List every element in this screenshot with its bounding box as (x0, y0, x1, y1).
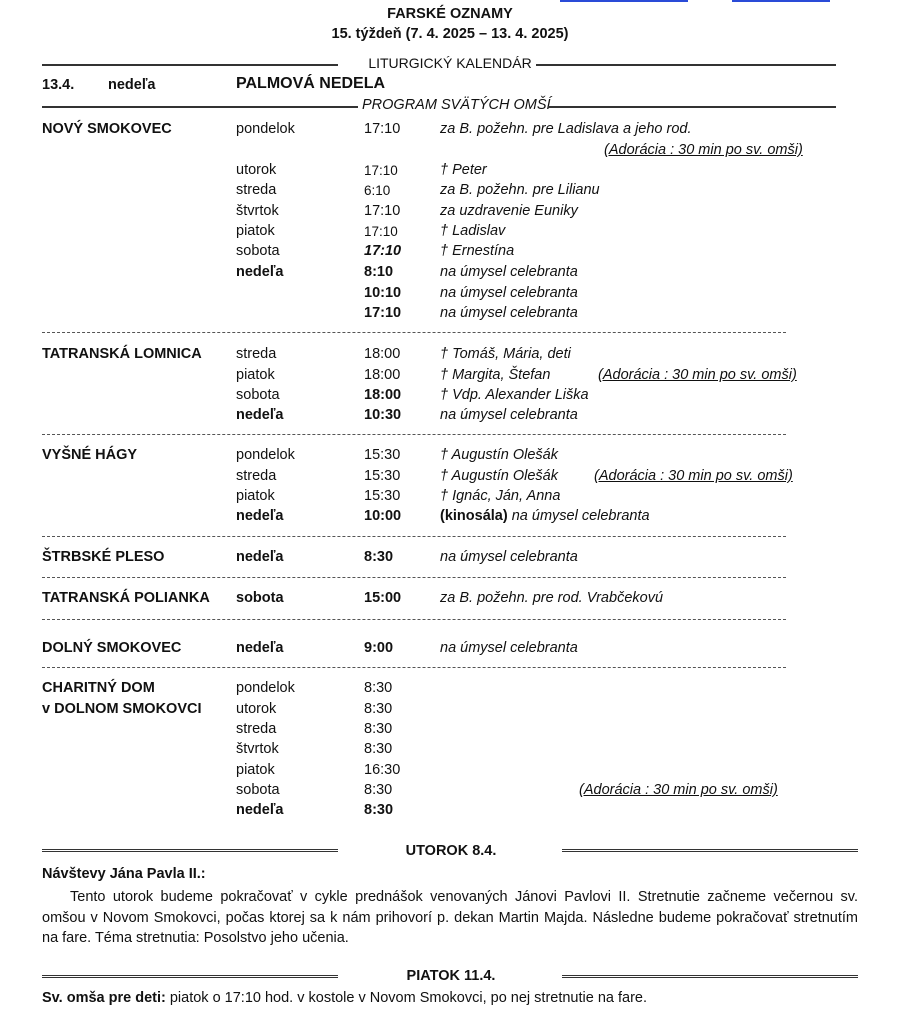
schedule-time: 10:30 (364, 407, 402, 423)
schedule-time: 9:00 (364, 640, 394, 656)
schedule-time: 8:30 (364, 721, 393, 737)
schedule-intent: za uzdravenie Euniky (440, 203, 578, 219)
schedule-day: pondelok (236, 121, 295, 137)
schedule-day: streda (236, 182, 277, 198)
rule-utorok-right (562, 849, 858, 852)
schedule-intent: † Ladislav (440, 223, 506, 239)
schedule-time: 17:10 (364, 243, 402, 259)
schedule-time: 17:10 (364, 305, 402, 321)
schedule-time: 15:30 (364, 447, 401, 463)
schedule-time: 8:30 (364, 701, 393, 717)
schedule-day: streda (236, 346, 277, 362)
schedule-day: piatok (236, 762, 275, 778)
rule-piatok-right (562, 975, 858, 978)
schedule-time: 17:10 (364, 224, 398, 239)
place-tatranska-polianka: TATRANSKÁ POLIANKA (42, 590, 210, 606)
schedule-day: štvrtok (236, 741, 279, 757)
schedule-day: štvrtok (236, 203, 279, 219)
place-strbske-pleso: ŠTRBSKÉ PLESO (42, 549, 165, 565)
schedule-day: sobota (236, 243, 280, 259)
schedule-time: 15:30 (364, 488, 401, 504)
schedule-intent: na úmysel celebranta (440, 264, 578, 280)
schedule-day: utorok (236, 701, 277, 717)
schedule-day: nedeľa (236, 407, 284, 423)
schedule-day: nedeľa (236, 508, 284, 524)
schedule-intent: † Tomáš, Mária, deti (440, 346, 571, 362)
schedule-intent: na úmysel celebranta (440, 285, 578, 301)
rule-liturgical-right (536, 64, 836, 66)
schedule-intent: za B. požehn. pre Ladislava a jeho rod. (440, 121, 692, 137)
section-divider (42, 536, 786, 537)
schedule-intent: † Augustín Olešák (440, 447, 558, 463)
section-divider (42, 577, 786, 578)
schedule-time: 17:10 (364, 163, 398, 178)
adoration-note: (Adorácia : 30 min po sv. omši) (579, 782, 778, 798)
schedule-intent: † Ignác, Ján, Anna (440, 488, 561, 504)
schedule-day: nedeľa (236, 549, 284, 565)
schedule-intent: na úmysel celebranta (440, 640, 578, 656)
schedule-intent: † Vdp. Alexander Liška (440, 387, 589, 403)
schedule-time: 15:00 (364, 590, 402, 606)
schedule-day: pondelok (236, 447, 295, 463)
rule-piatok-left (42, 975, 338, 978)
schedule-intent: na úmysel celebranta (440, 407, 578, 423)
schedule-day: sobota (236, 590, 284, 606)
section-divider (42, 667, 786, 668)
schedule-time: 15:30 (364, 468, 401, 484)
rule-program-right (548, 106, 836, 108)
page-title: FARSKÉ OZNAMY (387, 6, 513, 22)
schedule-day: utorok (236, 162, 277, 178)
schedule-day: nedeľa (236, 640, 284, 656)
schedule-intent: na úmysel celebranta (440, 305, 578, 321)
place-charitny-dom: CHARITNÝ DOM (42, 680, 155, 696)
program-label: PROGRAM SVÄTÝCH OMŠÍ (362, 97, 551, 113)
section-divider (42, 619, 786, 620)
rule-utorok-left (42, 849, 338, 852)
utorok-title: UTOROK 8.4. (405, 843, 497, 859)
schedule-time: 8:30 (364, 782, 393, 798)
schedule-day: sobota (236, 782, 280, 798)
rule-liturgical-left (42, 64, 338, 66)
schedule-day: nedeľa (236, 802, 284, 818)
schedule-intent: za B. požehn. pre rod. Vrabčekovú (440, 590, 664, 606)
schedule-intent: † Augustín Olešák (440, 468, 558, 484)
piatok-title: PIATOK 11.4. (406, 968, 496, 984)
rule-program-left (42, 106, 358, 108)
top-link-left[interactable] (560, 0, 688, 2)
schedule-time: 8:30 (364, 802, 394, 818)
schedule-intent: † Margita, Štefan (440, 367, 551, 383)
utorok-text: Tento utorok budeme pokračovať v cykle prednášok venovaných Jánovi Pavlovi II. Stretnutie začneme večernou sv. omšou v Novom Smokovci, počas ktorej sa k nám prihovorí p. dekan Martin Majda. Následne budeme pokračovať stretnutím na fare. Téma stretnutia: Posolstvo jeho učenia. (42, 889, 858, 946)
schedule-day: sobota (236, 387, 280, 403)
schedule-day: streda (236, 721, 277, 737)
schedule-day: piatok (236, 367, 275, 383)
adoration-note: (Adorácia : 30 min po sv. omši) (598, 367, 797, 383)
place-dolny-smokovec: DOLNÝ SMOKOVEC (42, 640, 182, 656)
intent-text: na úmysel celebranta (511, 508, 650, 524)
schedule-day: nedeľa (236, 264, 284, 280)
schedule-time: 10:00 (364, 508, 402, 524)
schedule-time: 17:10 (364, 203, 401, 219)
schedule-time: 10:10 (364, 285, 402, 301)
feast-date: 13.4. (42, 77, 75, 93)
week-range: 15. týždeň (7. 4. 2025 – 13. 4. 2025) (331, 26, 569, 42)
schedule-intent: † Peter (440, 162, 487, 178)
adoration-note: (Adorácia : 30 min po sv. omši) (594, 468, 793, 484)
schedule-intent: † Ernestína (440, 243, 515, 259)
schedule-time: 16:30 (364, 762, 401, 778)
schedule-day: piatok (236, 223, 275, 239)
section-divider (42, 332, 786, 333)
schedule-time: 18:00 (364, 346, 401, 362)
venue-prefix: (kinosála) (440, 508, 508, 524)
place-tatranska-lomnica: TATRANSKÁ LOMNICA (42, 346, 202, 362)
schedule-time: 8:30 (364, 680, 393, 696)
piatok-heading: Sv. omša pre deti: (42, 990, 166, 1006)
schedule-intent: za B. požehn. pre Lilianu (440, 182, 600, 198)
piatok-line (42, 990, 647, 1006)
schedule-time: 18:00 (364, 367, 401, 383)
piatok-text: piatok o 17:10 hod. v kostole v Novom Smokovci, po nej stretnutie na fare. (169, 990, 648, 1006)
schedule-time: 6:10 (364, 183, 391, 198)
place-novy-smokovec: NOVÝ SMOKOVEC (42, 121, 172, 137)
adoration-note: (Adorácia : 30 min po sv. omši) (604, 142, 803, 158)
schedule-intent: na úmysel celebranta (440, 549, 578, 565)
schedule-time: 8:30 (364, 741, 393, 757)
liturgical-calendar-label: LITURGICKÝ KALENDÁR (368, 55, 532, 71)
place-vysne-hagy: VYŠNÉ HÁGY (42, 447, 138, 463)
schedule-time: 8:10 (364, 264, 394, 280)
schedule-time: 18:00 (364, 387, 402, 403)
feast-day: nedeľa (108, 77, 156, 93)
place-charitny-dom-line2: v DOLNOM SMOKOVCI (42, 701, 202, 717)
utorok-paragraph (42, 887, 858, 949)
schedule-time: 17:10 (364, 121, 401, 137)
schedule-day: streda (236, 468, 277, 484)
schedule-day: piatok (236, 488, 275, 504)
section-divider (42, 434, 786, 435)
schedule-time: 8:30 (364, 549, 394, 565)
utorok-heading: Návštevy Jána Pavla II.: (42, 866, 206, 882)
schedule-intent (440, 508, 650, 524)
schedule-day: pondelok (236, 680, 295, 696)
top-link-right[interactable] (732, 0, 830, 2)
feast-name: PALMOVÁ NEDELA (236, 75, 386, 92)
